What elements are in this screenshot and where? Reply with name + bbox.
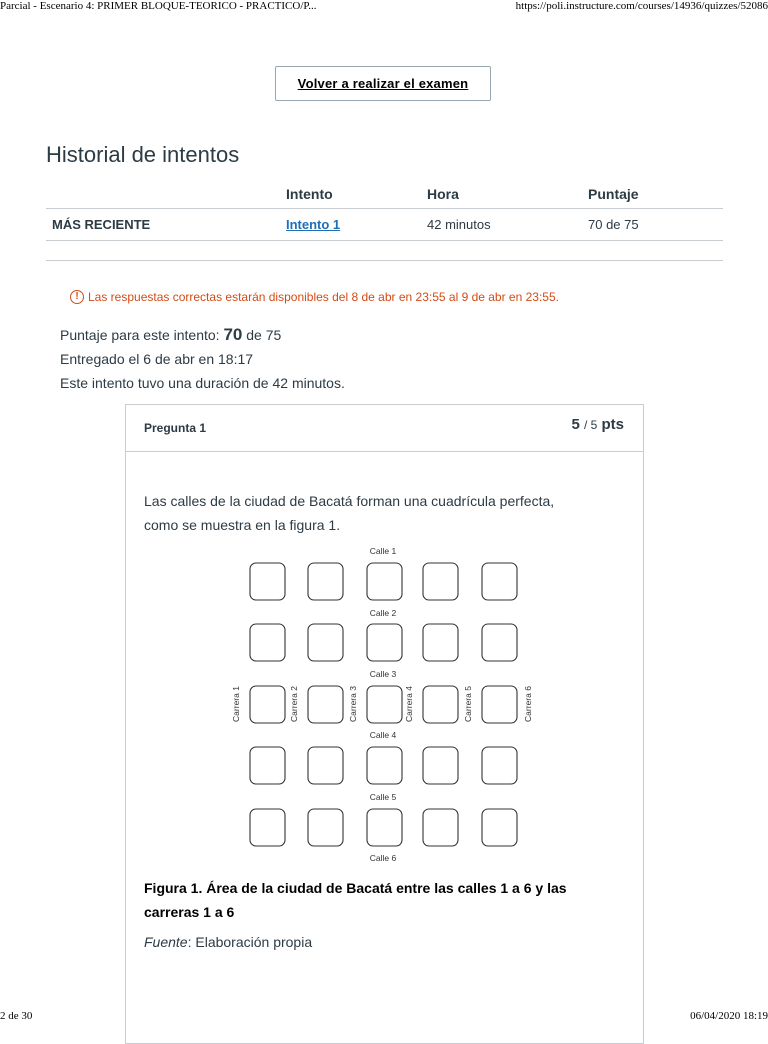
print-page-title: Parcial - Escenario 4: PRIMER BLOQUE-TEORICO - PRACTICO/P... [0, 0, 317, 12]
city-block [423, 747, 458, 784]
city-block [367, 563, 402, 600]
table-header [46, 181, 723, 209]
attempt-time: 42 minutos [427, 217, 491, 232]
points-earned: 5 [571, 416, 580, 433]
print-datetime: 06/04/2020 18:19 [690, 1010, 768, 1022]
carrera-label: Carrera 1 [231, 686, 241, 722]
city-block [423, 809, 458, 846]
carrera-label: Carrera 6 [523, 686, 533, 722]
city-block [482, 563, 517, 600]
most-recent-label: MÁS RECIENTE [52, 217, 151, 232]
city-block [482, 809, 517, 846]
carrera-label: Carrera 5 [463, 686, 473, 722]
calle-label: Calle 4 [369, 730, 397, 740]
points-possible: / 5 [583, 418, 598, 432]
city-block [308, 809, 343, 846]
column-header-attempt: Intento [286, 186, 333, 202]
city-block [250, 624, 285, 661]
city-block [250, 563, 285, 600]
question-text-line-1: Las calles de la ciudad de Bacatá forman una cuadrícula perfecta, [144, 493, 555, 509]
city-block [482, 686, 517, 723]
attempt-summary [60, 323, 345, 395]
city-block [482, 747, 517, 784]
city-block [308, 624, 343, 661]
carrera-label: Carrera 2 [289, 686, 299, 722]
source-label: Fuente [144, 934, 188, 950]
city-block [367, 747, 402, 784]
carrera-label: Carrera 4 [404, 686, 414, 722]
question-header [126, 405, 643, 452]
city-block [367, 809, 402, 846]
city-block [423, 563, 458, 600]
print-page-url: https://poli.instructure.com/courses/14936/quizzes/52086 [515, 0, 768, 12]
score-label: Puntaje para este intento: [60, 327, 220, 343]
history-title: Historial de intentos [46, 142, 240, 167]
print-footer [0, 1008, 768, 1024]
points-label: pts [601, 416, 624, 433]
city-block [423, 686, 458, 723]
score-total: de 75 [246, 327, 282, 343]
question-title: Pregunta 1 [144, 421, 207, 435]
notice-text: Las respuestas correctas estarán disponibles del 8 de abr en 23:55 al 9 de abr en 23:55. [88, 290, 559, 304]
score-line [60, 323, 345, 347]
calle-label: Calle 6 [369, 853, 397, 863]
question-points [571, 416, 624, 433]
carrera-label: Carrera 3 [348, 686, 358, 722]
retake-quiz-button[interactable]: Volver a realizar el examen [275, 66, 491, 101]
calle-label: Calle 5 [369, 792, 397, 802]
column-header-score: Puntaje [588, 186, 639, 202]
city-block [367, 686, 402, 723]
city-block [367, 624, 402, 661]
table-row [46, 209, 723, 241]
answers-availability-notice [70, 290, 559, 304]
warning-icon: ! [70, 290, 84, 304]
attempt-score: 70 de 75 [588, 217, 639, 232]
duration-line: Este intento tuvo una duración de 42 minutos. [60, 375, 345, 391]
city-grid-figure [230, 540, 540, 870]
city-block [250, 809, 285, 846]
city-block [308, 686, 343, 723]
city-block [250, 747, 285, 784]
score-value: 70 [223, 325, 243, 344]
question-text-line-2: como se muestra en la figura 1. [144, 517, 341, 533]
city-block [423, 624, 458, 661]
figure-caption: Figura 1. Área de la ciudad de Bacatá entre las calles 1 a 6 y las carreras 1 a 6 [144, 880, 567, 920]
city-block [308, 747, 343, 784]
print-header [0, 0, 768, 16]
calle-label: Calle 3 [369, 669, 397, 679]
city-block [308, 563, 343, 600]
figure-source [144, 934, 312, 950]
source-text: : Elaboración propia [187, 934, 313, 950]
calle-label: Calle 2 [369, 608, 397, 618]
section-divider [46, 260, 723, 261]
column-header-time: Hora [427, 186, 459, 202]
submitted-line: Entregado el 6 de abr en 18:17 [60, 351, 254, 367]
city-block [250, 686, 285, 723]
print-page-number: 2 de 30 [0, 1010, 33, 1022]
calle-label: Calle 1 [369, 546, 397, 556]
city-block [482, 624, 517, 661]
attempt-link[interactable]: Intento 1 [286, 217, 341, 232]
attempt-history-table [46, 181, 723, 241]
question-text [144, 489, 614, 537]
